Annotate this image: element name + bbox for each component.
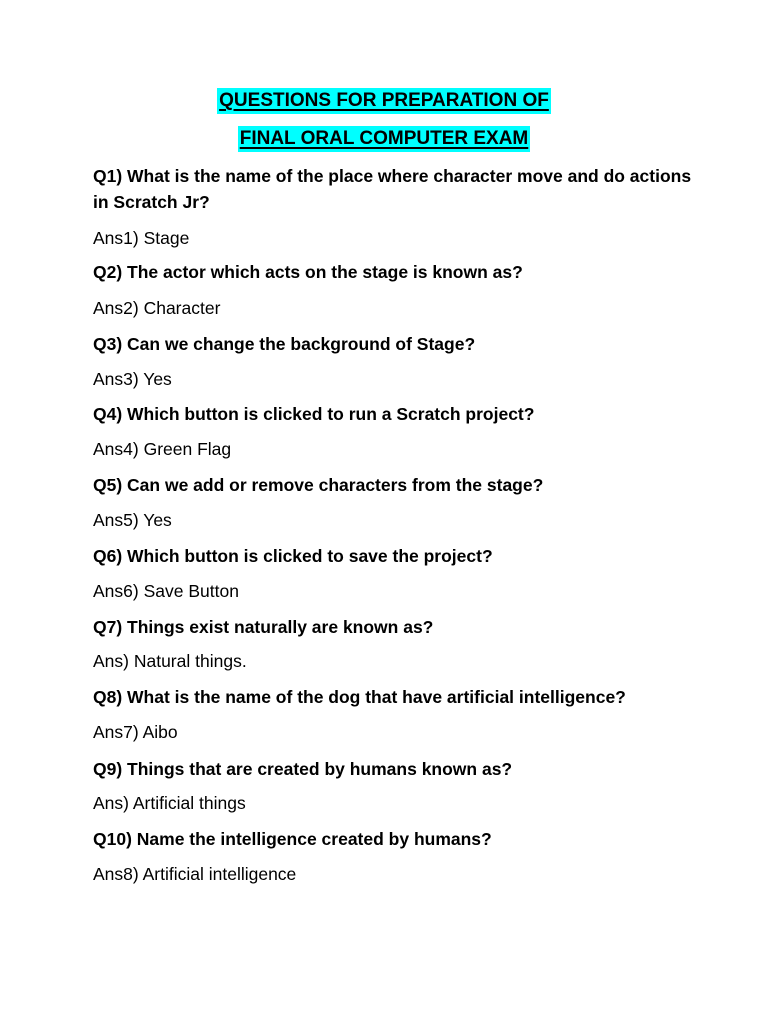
title-text-1: QUESTIONS FOR PREPARATION OF	[217, 88, 551, 114]
question-1: Q1) What is the name of the place where character move and do actions in Scratch Jr?	[93, 166, 692, 212]
answer-8: Ans7) Aibo	[93, 722, 178, 742]
question-7: Q7) Things exist naturally are known as?	[93, 617, 434, 637]
answer-7: Ans) Natural things.	[93, 651, 247, 671]
answer-1: Ans1) Stage	[93, 228, 190, 248]
question-6: Q6) Which button is clicked to save the project?	[93, 546, 493, 566]
answer-4: Ans4) Green Flag	[93, 439, 232, 459]
title-line-2	[0, 126, 768, 152]
question-8: Q8) What is the name of the dog that have artificial intelligence?	[93, 687, 626, 707]
question-4: Q4) Which button is clicked to run a Scratch project?	[93, 404, 535, 424]
answer-3: Ans3) Yes	[93, 369, 172, 389]
question-5: Q5) Can we add or remove characters from the stage?	[93, 475, 544, 495]
answer-6: Ans6) Save Button	[93, 581, 239, 601]
title-line-1	[0, 88, 768, 114]
answer-5: Ans5) Yes	[93, 510, 172, 530]
answer-2: Ans2) Character	[93, 298, 221, 318]
answer-9: Ans) Artificial things	[93, 793, 246, 813]
title-text-2: FINAL ORAL COMPUTER EXAM	[238, 126, 531, 152]
question-2: Q2) The actor which acts on the stage is known as?	[93, 262, 523, 282]
question-9: Q9) Things that are created by humans known as?	[93, 759, 513, 779]
answer-10: Ans8) Artificial intelligence	[93, 864, 297, 884]
question-3: Q3) Can we change the background of Stage?	[93, 334, 476, 354]
question-10: Q10) Name the intelligence created by humans?	[93, 829, 492, 849]
